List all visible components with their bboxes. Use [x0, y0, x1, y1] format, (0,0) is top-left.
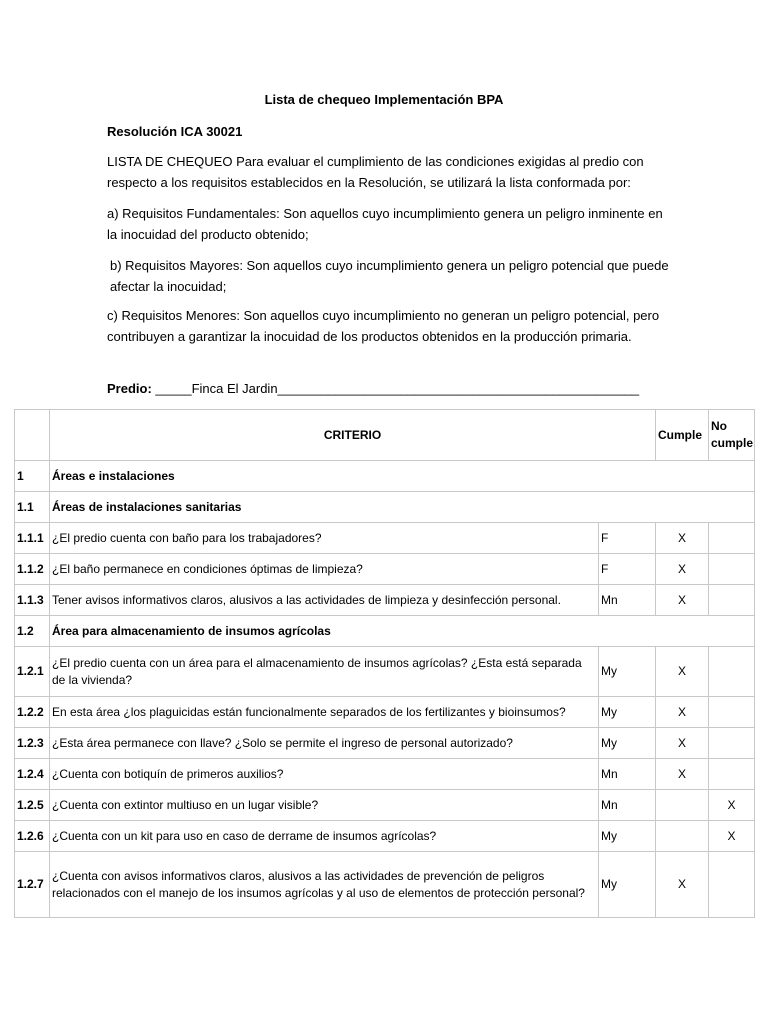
no-cumple-cell: X [709, 790, 755, 821]
table-row [15, 728, 755, 759]
cumple-cell: X [656, 647, 709, 697]
criterion-text: ¿El predio cuenta con un área para el almacenamiento de insumos agrícolas? ¿Esta está separada de la vivienda? [50, 647, 599, 697]
cumple-cell: X [656, 697, 709, 728]
section-title: Áreas de instalaciones sanitarias [50, 492, 755, 523]
requirement-level: Mn [599, 790, 656, 821]
criterion-text: ¿El predio cuenta con baño para los trabajadores? [50, 523, 599, 554]
table-row [15, 759, 755, 790]
no-cumple-cell [709, 554, 755, 585]
row-number: 1.2.4 [15, 759, 50, 790]
table-row [15, 554, 755, 585]
checklist-table [14, 409, 755, 918]
requirement-level: F [599, 523, 656, 554]
row-number: 1.2.7 [15, 852, 50, 918]
criterion-text: ¿Cuenta con botiquín de primeros auxilios? [50, 759, 599, 790]
criterion-text: ¿Cuenta con avisos informativos claros, alusivos a las actividades de prevención de peligros relacionados con el manejo de los insumos agrícolas y al uso de elementos de protección personal? [50, 852, 599, 918]
requirement-b: b) Requisitos Mayores: Son aquellos cuyo incumplimiento genera un peligro potencial que puede afectar la inocuidad; [110, 258, 669, 294]
section-row [15, 492, 755, 523]
row-number: 1.1.2 [15, 554, 50, 585]
header-cumple: Cumple [656, 410, 709, 461]
criterion-text: ¿Cuenta con un kit para uso en caso de derrame de insumos agrícolas? [50, 821, 599, 852]
no-cumple-cell: X [709, 821, 755, 852]
row-number: 1.2.5 [15, 790, 50, 821]
section-title: Áreas e instalaciones [50, 461, 755, 492]
header-criterio: CRITERIO [50, 410, 656, 461]
row-number: 1.2.1 [15, 647, 50, 697]
cumple-cell: X [656, 523, 709, 554]
row-number: 1.2.6 [15, 821, 50, 852]
section-row [15, 616, 755, 647]
row-number: 1.2 [15, 616, 50, 647]
row-number: 1.2.2 [15, 697, 50, 728]
requirement-level: My [599, 647, 656, 697]
no-cumple-cell [709, 647, 755, 697]
table-row [15, 852, 755, 918]
requirement-level: Mn [599, 759, 656, 790]
predio-label: Predio: [107, 381, 152, 396]
requirement-level: My [599, 697, 656, 728]
table-row [15, 790, 755, 821]
cumple-cell [656, 790, 709, 821]
criterion-text: En esta área ¿los plaguicidas están funcionalmente separados de los fertilizantes y bioinsumos? [50, 697, 599, 728]
row-number: 1 [15, 461, 50, 492]
resolution-heading: Resolución ICA 30021 [107, 124, 243, 139]
no-cumple-cell [709, 728, 755, 759]
requirement-c: c) Requisitos Menores: Son aquellos cuyo incumplimiento no generan un peligro potencial, pero contribuyen a garantizar la inocuidad de los productos obtenidos en la producción primaria. [107, 308, 660, 344]
requirement-level: My [599, 852, 656, 918]
requirement-a: a) Requisitos Fundamentales: Son aquellos cuyo incumplimiento genera un peligro inminente en la inocuidad del producto obtenido; [107, 206, 663, 242]
predio-value: _____Finca El Jardin__________________________________________________ [155, 381, 640, 396]
no-cumple-cell [709, 759, 755, 790]
row-number: 1.1 [15, 492, 50, 523]
table-row [15, 523, 755, 554]
intro-paragraph: LISTA DE CHEQUEO Para evaluar el cumplimiento de las condiciones exigidas al predio con respecto a los requisitos establecidos en la Resolución, se utilizará la lista conformada por: [107, 154, 644, 190]
no-cumple-cell [709, 523, 755, 554]
no-cumple-cell [709, 585, 755, 616]
section-row [15, 461, 755, 492]
requirement-level: My [599, 728, 656, 759]
row-number: 1.2.3 [15, 728, 50, 759]
cumple-cell: X [656, 554, 709, 585]
criterion-text: ¿El baño permanece en condiciones óptimas de limpieza? [50, 554, 599, 585]
row-number: 1.1.3 [15, 585, 50, 616]
cumple-cell: X [656, 759, 709, 790]
table-row [15, 647, 755, 697]
requirement-level: F [599, 554, 656, 585]
cumple-cell: X [656, 585, 709, 616]
row-number: 1.1.1 [15, 523, 50, 554]
header-num-cell [15, 410, 50, 461]
no-cumple-cell [709, 852, 755, 918]
section-title: Área para almacenamiento de insumos agrícolas [50, 616, 755, 647]
table-row [15, 821, 755, 852]
predio-line [107, 379, 747, 400]
table-row [15, 697, 755, 728]
table-header-row [15, 410, 755, 461]
requirement-level: Mn [599, 585, 656, 616]
criterion-text: ¿Cuenta con extintor multiuso en un lugar visible? [50, 790, 599, 821]
criterion-text: ¿Esta área permanece con llave? ¿Solo se permite el ingreso de personal autorizado? [50, 728, 599, 759]
cumple-cell: X [656, 728, 709, 759]
cumple-cell: X [656, 852, 709, 918]
criterion-text: Tener avisos informativos claros, alusivos a las actividades de limpieza y desinfección personal. [50, 585, 599, 616]
header-no-cumple: No cumple [709, 410, 755, 461]
document-title: Lista de chequeo Implementación BPA [264, 92, 504, 107]
no-cumple-cell [709, 697, 755, 728]
requirement-level: My [599, 821, 656, 852]
table-row [15, 585, 755, 616]
cumple-cell [656, 821, 709, 852]
